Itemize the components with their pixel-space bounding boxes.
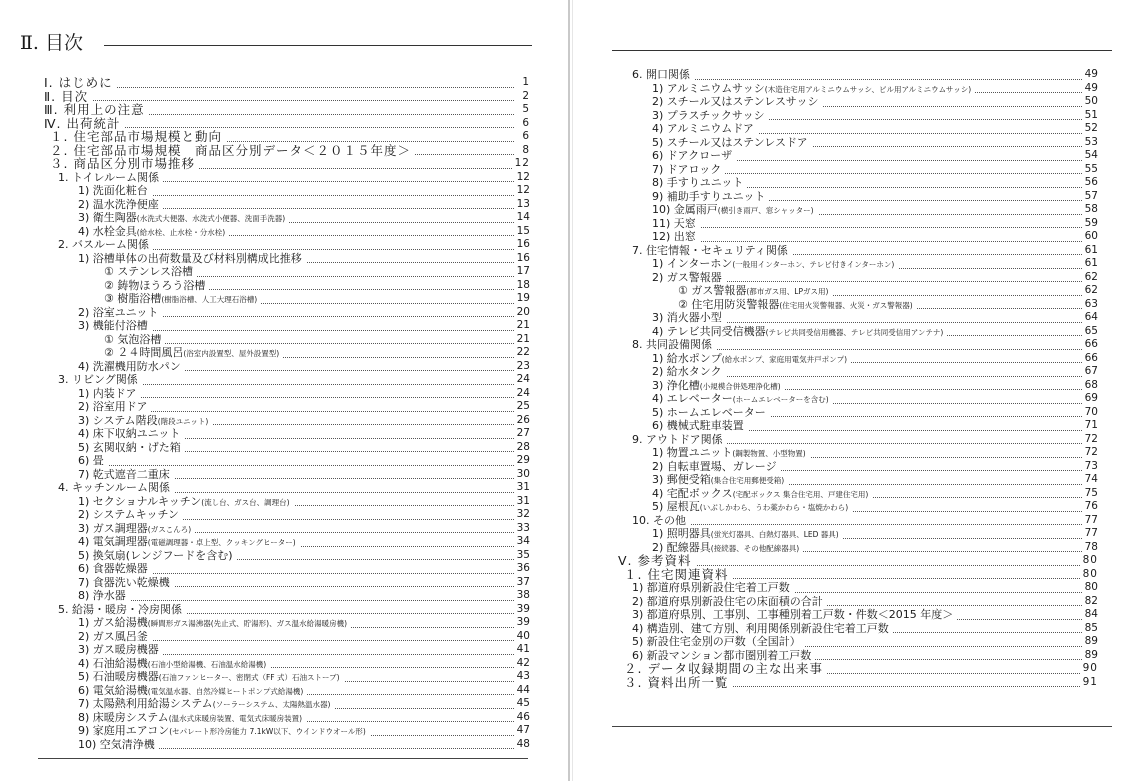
toc-entry-label: 5) 石油暖房機器(石油ファンヒーター、密閉式（FF 式）石油ストーブ)	[78, 670, 344, 685]
toc-entry-note: (テレビ共同受信用機器、テレビ共同受信用アンテナ)	[765, 327, 944, 337]
toc-entry-note: (横引き雨戸、窓シャッター)	[717, 206, 814, 215]
toc-entry-label: 2) 給水タンク	[652, 365, 726, 379]
toc-column-right	[612, 68, 1098, 689]
toc-entry-note: (電磁調理器・卓上型、クッキングヒーター)	[147, 538, 296, 547]
toc-entry-page: 35	[514, 549, 530, 563]
toc-entry-page: 39	[514, 616, 530, 630]
toc-entry-note: (蛍光灯器具、白熱灯器具、LED 器具)	[710, 530, 839, 539]
toc-entry-label: 3) 浄化槽(小規模合併処理浄化槽)	[652, 379, 785, 394]
toc-entry-label: 3) 機能付浴槽	[78, 319, 152, 333]
toc-entry-note: (住宅用火災警報器、火災・ガス警報器)	[779, 300, 913, 310]
toc-entry-note: (一般用インターホン、テレビ付きインターホン)	[732, 260, 895, 269]
toc-entry-page: 6	[519, 117, 530, 131]
toc-entry-label: Ⅰ. はじめに	[44, 76, 117, 90]
toc-entry-page: 32	[514, 508, 530, 522]
toc-entry-page: 6	[519, 130, 530, 144]
toc-entry-page: 66	[1082, 352, 1098, 366]
toc-entry-label: 4) エレベーター(ホームエレベーターを含む)	[652, 392, 833, 407]
toc-entry-note: (木造住宅用アルミニウムサッシ、ビル用アルミニウムサッシ)	[764, 84, 972, 94]
toc-entry-page: 27	[514, 427, 530, 441]
toc-entry-label: 3) 郵便受箱(集合住宅用郵便受箱)	[652, 473, 788, 488]
toc-entry-label: 5) 換気扇(レンジフードを含む)	[78, 549, 237, 563]
toc-entry-page: 89	[1082, 649, 1098, 663]
toc-entry-page: 64	[1082, 311, 1098, 325]
toc-entry-note: (温水式床暖房装置、電気式床暖房装置)	[168, 713, 303, 723]
toc-entry-note: (浴室内設置型、屋外設置型)	[183, 349, 280, 358]
toc-entry-label: 1) 物置ユニット(鋼製物置、小型物置)	[652, 446, 810, 461]
toc-entry-page: 12	[514, 171, 530, 185]
toc-entry-page: 67	[1082, 365, 1098, 379]
toc-entry-page: 62	[1082, 271, 1098, 285]
toc-entry-page: 31	[514, 481, 530, 495]
toc-entry-note: (集合住宅用郵便受箱)	[710, 476, 785, 485]
toc-entry-page: 39	[514, 603, 530, 617]
toc-entry-label: 10) 金属雨戸(横引き雨戸、窓シャッター)	[652, 203, 818, 218]
toc-entry-page: 62	[1082, 284, 1098, 298]
toc-leader-dots	[672, 227, 1082, 242]
toc-entry-page: 26	[514, 414, 530, 428]
toc-entry	[38, 738, 530, 752]
right-page-bottom-rule	[612, 726, 1112, 727]
toc-entry-label: ① 気泡浴槽	[104, 333, 165, 347]
toc-entry-label: 3) 衛生陶器(水洗式大便器、水洗式小便器、洗面手洗器)	[78, 211, 289, 226]
toc-entry-label: 6) 新設マンション都市圏別着工戸数	[632, 649, 815, 663]
toc-entry-page: 43	[514, 670, 530, 684]
toc-entry-page: 72	[1082, 446, 1098, 460]
toc-entry-label: 5) ホームエレベーター	[652, 406, 770, 420]
toc-entry-page: 91	[1080, 676, 1098, 690]
toc-entry-page: 18	[514, 279, 530, 293]
toc-entry-label: ３. 資料出所一覧	[624, 676, 732, 690]
toc-entry-page: 63	[1082, 298, 1098, 312]
toc-entry-label: 4) 構造別、建て方別、利用関係別新設住宅着工戸数	[632, 622, 893, 636]
toc-entry-page: 80	[1080, 568, 1098, 582]
toc-entry-page: 12	[512, 157, 530, 171]
toc-entry-label: 4) 石油給湯機(石油小型給湯機、石油温水給湯機)	[78, 657, 270, 672]
toc-entry-label: 3) 都道府県別、工事別、工事種別着工戸数・件数＜2015 年度＞	[632, 608, 957, 622]
toc-entry-page: 5	[519, 103, 530, 117]
toc-entry-page: 55	[1082, 163, 1098, 177]
toc-entry-label: 6) 電気給湯機(電気温水器、自然冷媒ヒートポンプ式給湯機)	[78, 684, 307, 699]
toc-entry-label: 5. 給湯・暖房・冷房関係	[58, 603, 186, 617]
toc-entry-page: 66	[1082, 338, 1098, 352]
toc-entry-label: 2) システムキッチン	[78, 508, 183, 522]
toc-entry-page: 73	[1082, 460, 1098, 474]
toc-entry-label: １. 住宅部品市場規模と動向	[50, 130, 226, 144]
toc-entry-page: 59	[1082, 217, 1098, 231]
toc-entry-page: 51	[1082, 109, 1098, 123]
toc-entry-label: 2) 自転車置場、ガレージ	[652, 460, 781, 474]
toc-entry-label: 4) 洗濯機用防水パン	[78, 360, 185, 374]
page-title: Ⅱ. 目次	[20, 32, 83, 54]
toc-entry-page: 12	[514, 184, 530, 198]
toc-entry-label: 3) プラスチックサッシ	[652, 109, 769, 123]
toc-entry-page: 41	[514, 643, 530, 657]
toc-entry-label: 5) 玄関収納・げた箱	[78, 441, 185, 455]
toc-entry-page: 80	[1080, 554, 1098, 568]
toc-entry-page: 17	[514, 265, 530, 279]
toc-entry-page: 37	[514, 576, 530, 590]
toc-entry-page: 75	[1082, 487, 1098, 501]
toc-entry-note: (セパレート形冷房能力 7.1kW以下、ウインドウオール形)	[169, 727, 366, 736]
toc-entry-label: 8. 共同設備関係	[632, 338, 716, 352]
toc-entry-label: 1. トイレルーム関係	[58, 171, 163, 185]
left-page-bottom-rule	[38, 758, 528, 759]
toc-entry-label: 2) ガス風呂釜	[78, 630, 152, 644]
toc-entry-label: 4) 宅配ボックス(宅配ボックス 集合住宅用、戸建住宅用)	[652, 487, 872, 502]
toc-entry-note: (ガスこんろ)	[147, 524, 192, 534]
toc-entry-page: 24	[514, 387, 530, 401]
toc-entry-note: (樹脂浴槽、人工大理石浴槽)	[161, 295, 258, 304]
toc-entry-label: 2) 浴室用ドア	[78, 400, 151, 414]
toc-entry-label: 8) 浄水器	[78, 589, 130, 603]
toc-entry-page: 40	[514, 630, 530, 644]
toc-entry-page: 8	[519, 144, 530, 158]
toc-entry-label: 8) 手すりユニット	[652, 176, 747, 190]
toc-entry-page: 82	[1082, 595, 1098, 609]
toc-entry-label: 4) 水栓金具(給水栓、止水栓・分水栓)	[78, 225, 229, 240]
toc-leader-dots	[64, 73, 514, 88]
toc-entry-label: 1) 浴槽単体の出荷数量及び材料別構成比推移	[78, 252, 306, 266]
toc-entry-note: (ホームエレベーターを含む)	[732, 395, 829, 404]
toc-entry-label: 7) 太陽熱利用給湯システム(ソーラーシステム、太陽熱温水器)	[78, 697, 334, 712]
toc-entry-label: 1) 都道府県別新設住宅着工戸数	[632, 581, 794, 595]
toc-entry-note: (石油小型給湯機、石油温水給湯機)	[147, 659, 267, 669]
toc-entry-page: 61	[1082, 257, 1098, 271]
toc-entry-page: 23	[514, 360, 530, 374]
toc-entry-label: 2. バスルーム関係	[58, 238, 153, 252]
toc-entry-label: 6) 機械式駐車装置	[652, 419, 748, 433]
toc-entry-label: 1) 内装ドア	[78, 387, 140, 401]
toc-entry-page: 21	[514, 333, 530, 347]
toc-entry-label: Ⅳ. 出荷統計	[44, 117, 124, 131]
toc-entry-page: 19	[514, 292, 530, 306]
toc-entry-note: (瞬間形ガス湯沸器(先止式、貯湯形)、ガス温水給湯暖房機)	[147, 619, 347, 628]
toc-entry-page: 22	[514, 346, 530, 360]
toc-entry-label: 11) 天窓	[652, 217, 700, 231]
toc-entry-label: 5) 新設住宅金別の戸数（全国計）	[632, 635, 805, 649]
toc-entry-page: 42	[514, 657, 530, 671]
toc-entry-label: １. 住宅関連資料	[624, 568, 732, 582]
toc-entry-note: (鋼製物置、小型物置)	[732, 449, 806, 458]
toc-entry-label: 3) 消火器小型	[652, 311, 726, 325]
toc-entry-label: 2) 都道府県別新設住宅の床面積の合計	[632, 595, 827, 609]
toc-entry-label: 1) インターホン(一般用インターホン、テレビ付きインターホン)	[652, 257, 898, 272]
toc-entry-page: 25	[514, 400, 530, 414]
toc-entry-page: 16	[514, 238, 530, 252]
toc-entry-page: 38	[514, 589, 530, 603]
toc-entry-page: 58	[1082, 203, 1098, 217]
toc-entry-label: 7) 乾式遮音二重床	[78, 468, 174, 482]
toc-entry-label: 10. その他	[632, 514, 690, 528]
toc-entry-page: 71	[1082, 419, 1098, 433]
toc-entry-page: 34	[514, 535, 530, 549]
toc-entry-page: 52	[1082, 122, 1098, 136]
toc-entry-label: 2) 温水洗浄便座	[78, 198, 163, 212]
toc-entry-label: 4) 電気調理器(電磁調理器・卓上型、クッキングヒーター)	[78, 535, 300, 550]
toc-entry-page: 47	[514, 724, 530, 738]
toc-entry-label: 6) 畳	[78, 454, 108, 468]
toc-entry-label: 4) 床下収納ユニット	[78, 427, 184, 441]
toc-entry-page: 15	[514, 225, 530, 239]
title-rule	[104, 45, 532, 46]
toc-entry-label: ② 住宅用防災警報器(住宅用火災警報器、火災・ガス警報器)	[678, 298, 917, 313]
toc-entry-page: 36	[514, 562, 530, 576]
toc-entry-label: 12) 出窓	[652, 230, 700, 244]
toc-entry-page: 72	[1082, 433, 1098, 447]
toc-entry-page: 60	[1082, 230, 1098, 244]
toc-entry-note: (都市ガス用、LPガス用)	[746, 287, 829, 296]
toc-leader-dots	[64, 87, 514, 102]
toc-entry-label: 2) スチール又はステンレスサッシ	[652, 95, 823, 109]
toc-entry-note: (電気温水器、自然冷媒ヒートポンプ式給湯機)	[147, 686, 304, 696]
toc-entry-label: ① ステンレス浴槽	[104, 265, 197, 279]
toc-entry-label: 5) スチール又はステンレスドア	[652, 136, 812, 150]
toc-entry-label: ３. 商品区分別市場推移	[50, 157, 199, 171]
toc-entry-page: 54	[1082, 149, 1098, 163]
toc-entry-page: 29	[514, 454, 530, 468]
toc-column-left	[38, 76, 530, 751]
toc-entry-label: 1) セクショナルキッチン(流し台、ガス台、調理台)	[78, 495, 294, 510]
toc-entry-label: 4) テレビ共同受信機器(テレビ共同受信用機器、テレビ共同受信用アンテナ)	[652, 325, 947, 340]
toc-entry-label: 7) ドアロック	[652, 163, 725, 177]
toc-entry-label: 7) 食器洗い乾燥機	[78, 576, 174, 590]
right-page-top-rule	[612, 50, 1112, 51]
toc-entry-page: 70	[1082, 406, 1098, 420]
page-gutter	[568, 0, 570, 781]
toc-entry-page: 13	[514, 198, 530, 212]
toc-entry-label: 9. アウトドア関係	[632, 433, 727, 447]
toc-entry-page: 16	[514, 252, 530, 266]
toc-entry-label: 1) ガス給湯機(瞬間形ガス湯沸器(先止式、貯湯形)、ガス温水給湯暖房機)	[78, 616, 351, 631]
toc-entry-page: 65	[1082, 325, 1098, 339]
toc-entry-page: 46	[514, 711, 530, 725]
toc-leader-dots	[98, 397, 514, 412]
toc-entry-page: 61	[1082, 244, 1098, 258]
toc-entry-page: 24	[514, 373, 530, 387]
toc-entry-page: 53	[1082, 136, 1098, 150]
toc-entry-page: 85	[1082, 622, 1098, 636]
toc-entry-page: 68	[1082, 379, 1098, 393]
toc-entry-page: 2	[519, 90, 530, 104]
toc-entry-page: 50	[1082, 95, 1098, 109]
toc-entry-page: 20	[514, 306, 530, 320]
toc-entry-page: 56	[1082, 176, 1098, 190]
toc-entry-label: 9) 家庭用エアコン(セパレート形冷房能力 7.1kW以下、ウインドウオール形)	[78, 724, 370, 739]
toc-entry-label: ２. 住宅部品市場規模 商品区分別データ＜２０１５年度＞	[50, 144, 415, 158]
toc-entry-label: 8) 床暖房システム(温水式床暖房装置、電気式床暖房装置)	[78, 711, 306, 726]
toc-entry-note: (流し台、ガス台、調理台)	[201, 497, 290, 507]
toc-entry-note: (水洗式大便器、水洗式小便器、洗面手洗器)	[136, 214, 286, 223]
toc-entry-label: ２. データ収録期間の主な出来事	[624, 662, 827, 676]
toc-entry-page: 30	[514, 468, 530, 482]
toc-entry-note: (石油ファンヒーター、密閉式（FF 式）石油ストーブ)	[158, 673, 340, 682]
toc-entry-label: 4. キッチンルーム関係	[58, 481, 174, 495]
toc-entry-page: 57	[1082, 190, 1098, 204]
toc-entry-page: 33	[514, 522, 530, 536]
toc-leader-dots	[124, 330, 514, 345]
toc-entry-note: (接続器、その他配線器具)	[710, 543, 800, 553]
toc-entry-page: 80	[1082, 581, 1098, 595]
toc-entry-page: 77	[1082, 527, 1098, 541]
toc-entry-label: 4) アルミニウムドア	[652, 122, 758, 136]
toc-entry-page: 21	[514, 319, 530, 333]
toc-leader-dots	[652, 65, 1082, 80]
toc-entry-page: 48	[514, 738, 530, 752]
toc-entry-label: 5) 屋根瓦(いぶしかわら、うわ薬かわら・塩焼かわら)	[652, 500, 852, 515]
toc-entry-label: 3. リビング関係	[58, 373, 142, 387]
toc-entry-note: (階段ユニット)	[157, 416, 209, 426]
toc-entry-page: 45	[514, 697, 530, 711]
toc-entry-note: (給水栓、止水栓・分水栓)	[136, 227, 226, 237]
toc-entry-page: 14	[514, 211, 530, 225]
toc-entry-label: 6) ドアクローザ	[652, 149, 736, 163]
toc-entry-page: 69	[1082, 392, 1098, 406]
toc-entry-note: (給水ポンプ、家庭用電気井戸ポンプ)	[721, 354, 848, 364]
toc-entry-label: 6) 食器乾燥器	[78, 562, 152, 576]
toc-entry-page: 49	[1082, 68, 1098, 82]
toc-leader-dots	[98, 384, 514, 399]
toc-entry	[612, 676, 1098, 690]
toc-entry-label: 1) 洗面化粧台	[78, 184, 152, 198]
toc-entry-label: 10) 空気清浄機	[78, 738, 159, 752]
toc-entry-label: 1) アルミニウムサッシ(木造住宅用アルミニウムサッシ、ビル用アルミニウムサッシ)	[652, 82, 975, 97]
toc-entry-page: 90	[1080, 662, 1098, 676]
toc-entry-page: 84	[1082, 608, 1098, 622]
toc-entry-label: Ⅲ. 利用上の注意	[44, 103, 149, 117]
toc-entry-label: ③ 樹脂浴槽(樹脂浴槽、人工大理石浴槽)	[104, 292, 261, 307]
toc-entry-label: ① ガス警報器(都市ガス用、LPガス用)	[678, 284, 832, 299]
toc-entry-page: 78	[1082, 541, 1098, 555]
toc-entry-label: 1) 照明器具(蛍光灯器具、白熱灯器具、LED 器具)	[652, 527, 843, 542]
toc-entry-label: ② 鋳物ほうろう浴槽	[104, 279, 209, 293]
toc-entry-label: 9) 補助手すりユニット	[652, 190, 769, 204]
toc-entry-note: (ソーラーシステム、太陽熱温水器)	[212, 700, 331, 709]
toc-entry-label: ② ２４時間風呂(浴室内設置型、屋外設置型)	[104, 346, 283, 361]
toc-entry-page: 44	[514, 684, 530, 698]
toc-entry-label: 2) 配線器具(接続器、その他配線器具)	[652, 541, 803, 556]
toc-entry-label: 6. 開口関係	[632, 68, 694, 82]
toc-entry-note: (宅配ボックス 集合住宅用、戸建住宅用)	[732, 489, 869, 499]
toc-entry-label: 2) 浴室ユニット	[78, 306, 162, 320]
toc-entry-page: 28	[514, 441, 530, 455]
toc-entry-page: 49	[1082, 82, 1098, 96]
toc-entry-label: 2) ガス警報器	[652, 271, 726, 285]
toc-entry-note: (いぶしかわら、うわ薬かわら・塩焼かわら)	[699, 503, 849, 512]
toc-entry-page: 1	[519, 76, 530, 90]
toc-entry-label: 3) ガス暖房機器	[78, 643, 163, 657]
toc-entry-page: 77	[1082, 514, 1098, 528]
toc-entry-page: 89	[1082, 635, 1098, 649]
toc-entry-page: 74	[1082, 473, 1098, 487]
toc-entry-label: Ⅱ. 目次	[44, 90, 92, 104]
toc-entry-label: 3) システム階段(階段ユニット)	[78, 414, 212, 429]
toc-entry-note: (小規模合併処理浄化槽)	[699, 381, 781, 391]
toc-entry-page: 31	[514, 495, 530, 509]
toc-entry-page: 76	[1082, 500, 1098, 514]
toc-entry-label: 3) ガス調理器(ガスこんろ)	[78, 522, 195, 537]
toc-entry-label: 1) 給水ポンプ(給水ポンプ、家庭用電気井戸ポンプ)	[652, 352, 851, 367]
page-gutter-shadow	[572, 0, 573, 781]
toc-entry-label: Ⅴ. 参考資料	[618, 554, 696, 568]
toc-entry-label: 7. 住宅情報・セキュリティ関係	[632, 244, 792, 258]
